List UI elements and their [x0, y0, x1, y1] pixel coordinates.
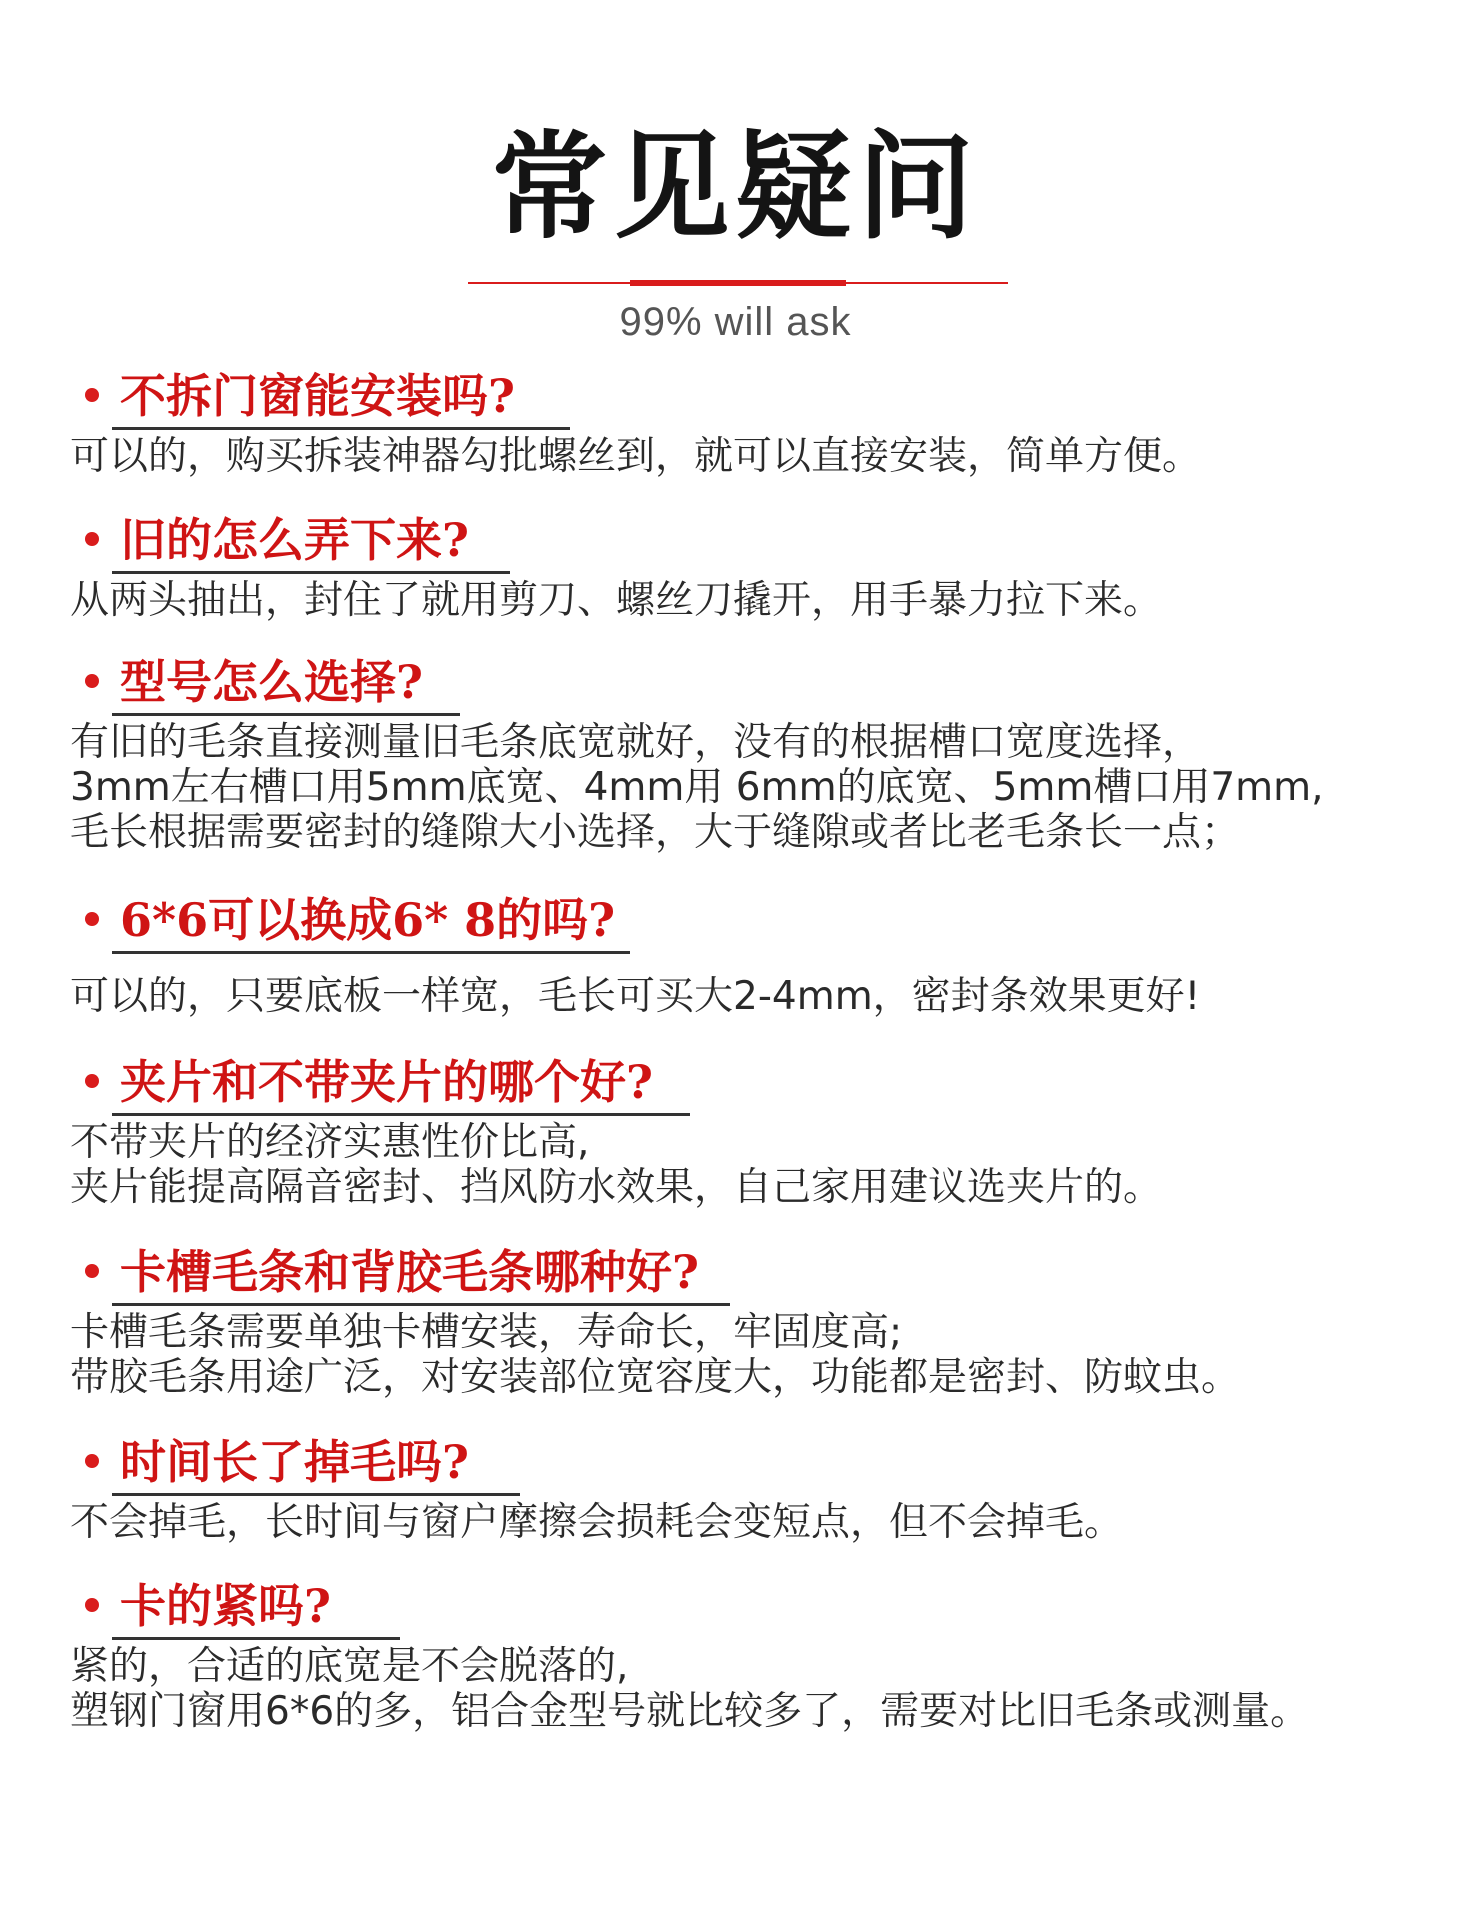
page-title: 常见疑问: [491, 120, 980, 255]
faq-answer-line: 可以的，购买拆装神器勾批螺丝到，就可以直接安装，简单方便。: [70, 434, 1202, 479]
faq-item: [70, 1578, 1450, 1734]
bullet-icon: [85, 1074, 99, 1088]
faq-question-row: [70, 892, 630, 954]
faq-question: 6*6可以换成6* 8的吗?: [120, 893, 616, 947]
faq-item: [70, 654, 1450, 855]
faq-answer-line: 紧的，合适的底宽是不会脱落的,: [70, 1644, 629, 1689]
bullet-icon: [85, 388, 99, 402]
faq-question: 时间长了掉毛吗?: [120, 1435, 469, 1489]
faq-question-row: [70, 1434, 520, 1496]
faq-header: [0, 0, 1471, 360]
faq-item: [70, 1054, 1450, 1210]
question-underline: [112, 571, 510, 574]
bullet-icon: [85, 674, 99, 688]
faq-answer-line: 夹片能提高隔音密封、挡风防水效果，自己家用建议选夹片的。: [70, 1165, 1163, 1210]
question-underline: [112, 713, 460, 716]
faq-answer-line: 卡槽毛条需要单独卡槽安装，寿命长，牢固度高;: [70, 1310, 903, 1355]
faq-answer-line: 带胶毛条用途广泛，对安装部位宽容度大，功能都是密封、防蚊虫。: [70, 1355, 1241, 1400]
faq-answer-line: 从两头抽出，封住了就用剪刀、螺丝刀撬开，用手暴力拉下来。: [70, 578, 1163, 623]
question-underline: [112, 427, 570, 430]
bullet-icon: [85, 532, 99, 546]
bullet-icon: [85, 1454, 99, 1468]
title-divider-accent: [630, 280, 846, 286]
faq-item: [70, 1244, 1450, 1400]
faq-item: [70, 368, 1450, 479]
faq-question-row: [70, 1578, 400, 1640]
faq-answer-line: 不带夹片的经济实惠性价比高,: [70, 1120, 590, 1165]
faq-item: [70, 1434, 1450, 1545]
question-underline: [112, 1303, 730, 1306]
question-underline: [112, 1637, 400, 1640]
faq-question-row: [70, 1244, 730, 1306]
faq-answer-line: 塑钢门窗用6*6的多，铝合金型号就比较多了，需要对比旧毛条或测量。: [70, 1689, 1310, 1734]
bullet-icon: [85, 912, 99, 926]
faq-question-row: [70, 654, 460, 716]
faq-question: 旧的怎么弄下来?: [120, 513, 469, 567]
question-underline: [112, 951, 630, 954]
faq-item: [70, 512, 1450, 623]
faq-question: 夹片和不带夹片的哪个好?: [120, 1055, 653, 1109]
faq-question-row: [70, 512, 510, 574]
faq-question-row: [70, 368, 570, 430]
faq-answer-line: 3mm左右槽口用5mm底宽、4mm用 6mm的底宽、5mm槽口用7mm,: [70, 765, 1324, 810]
faq-item: [70, 892, 1450, 1019]
faq-answer-line: 可以的，只要底板一样宽，毛长可买大2-4mm，密封条效果更好!: [70, 974, 1201, 1019]
faq-question-row: [70, 1054, 690, 1116]
faq-question: 卡槽毛条和背胶毛条哪种好?: [120, 1245, 699, 1299]
bullet-icon: [85, 1598, 99, 1612]
faq-answer-line: 不会掉毛，长时间与窗户摩擦会损耗会变短点，但不会掉毛。: [70, 1500, 1124, 1545]
page-subtitle: 99% will ask: [619, 300, 852, 344]
faq-answer-line: 有旧的毛条直接测量旧毛条底宽就好，没有的根据槽口宽度选择，: [70, 720, 1202, 765]
faq-question: 卡的紧吗?: [120, 1579, 331, 1633]
faq-question: 型号怎么选择?: [120, 655, 423, 709]
faq-answer-line: 毛长根据需要密封的缝隙大小选择，大于缝隙或者比老毛条长一点；: [70, 810, 1241, 855]
faq-question: 不拆门窗能安装吗?: [120, 369, 515, 423]
question-underline: [112, 1493, 520, 1496]
bullet-icon: [85, 1264, 99, 1278]
question-underline: [112, 1113, 690, 1116]
